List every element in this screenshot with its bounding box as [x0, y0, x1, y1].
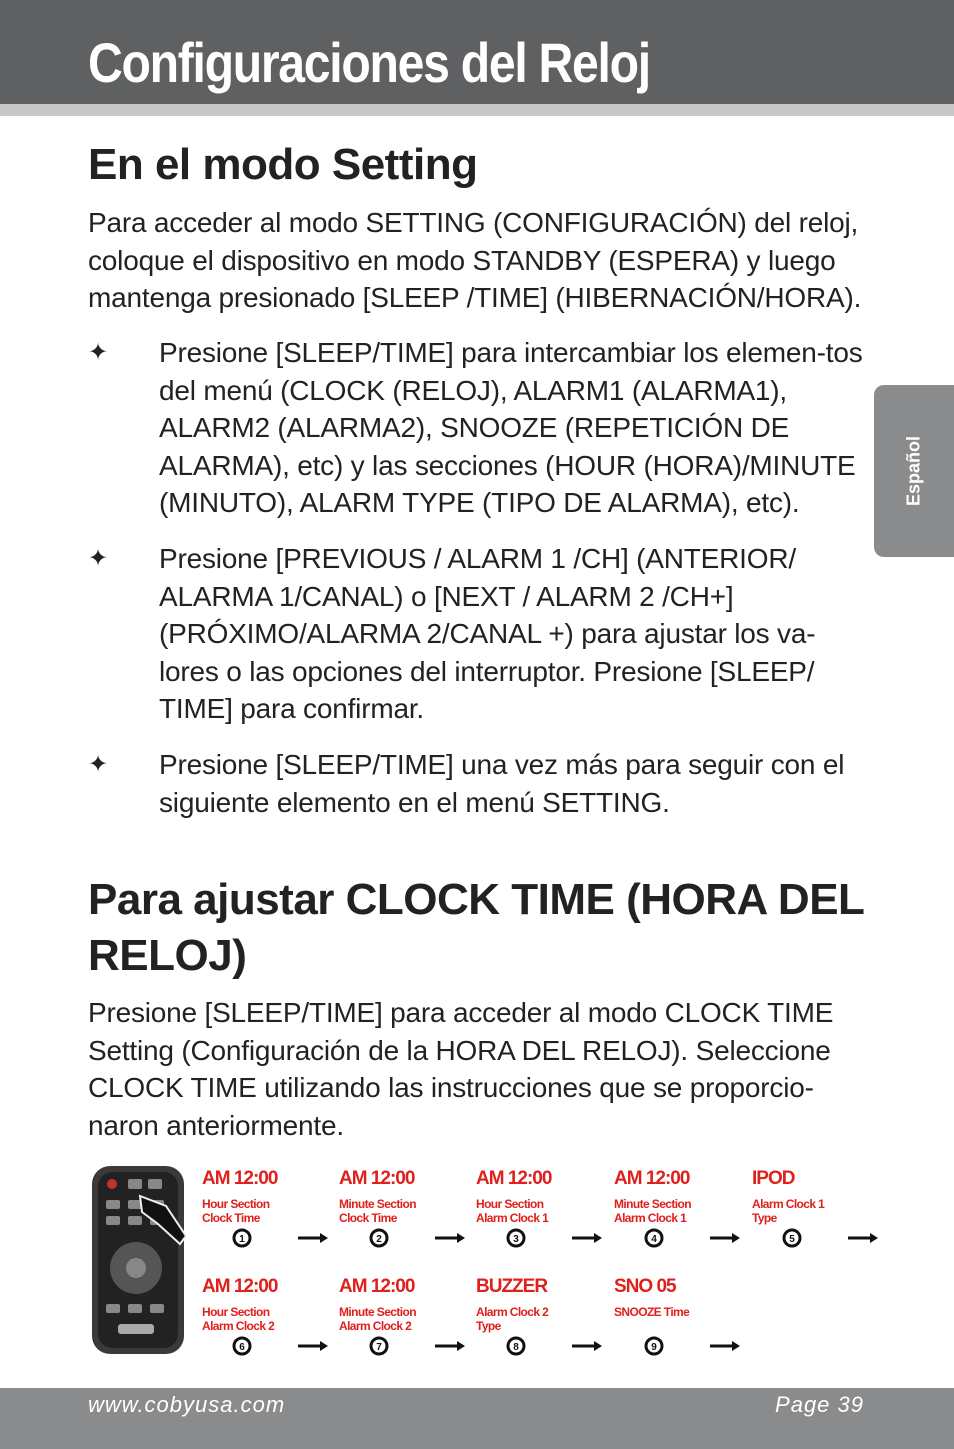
- bullet-item: [88, 334, 878, 522]
- step-number: 4: [651, 1234, 657, 1245]
- bullet-star-icon: ✦: [88, 751, 109, 778]
- language-tab: [874, 385, 954, 557]
- diagram-step: [614, 1168, 740, 1246]
- step-label: Hour Section: [202, 1305, 270, 1319]
- step-label: SNOOZE Time: [614, 1305, 690, 1319]
- arrow-right-icon: [435, 1341, 465, 1351]
- page-footer: [0, 1388, 954, 1449]
- footer-url: www.cobyusa.com: [88, 1392, 286, 1417]
- arrow-right-icon: [572, 1233, 602, 1243]
- step-label: Hour Section: [476, 1197, 544, 1211]
- clock-setting-diagram: [88, 1160, 878, 1360]
- diagram-step: [202, 1276, 328, 1354]
- lcd-display-text: AM 12:00: [339, 1168, 415, 1189]
- arrow-right-icon: [435, 1233, 465, 1243]
- step-number: 9: [651, 1342, 657, 1353]
- diagram-step: [476, 1276, 602, 1354]
- diagram-svg: [88, 1160, 878, 1360]
- language-tab-label: Español: [903, 435, 924, 507]
- page-title: Configuraciones del Reloj: [88, 31, 650, 94]
- lcd-display-text: AM 12:00: [202, 1168, 278, 1189]
- bullet-item: [88, 746, 878, 821]
- step-number: 6: [239, 1342, 245, 1353]
- step-label: Alarm Clock 2: [339, 1319, 412, 1333]
- diagram-step: [614, 1276, 740, 1354]
- section-heading-setting: En el modo Setting: [88, 140, 478, 189]
- step-label: Clock Time: [202, 1211, 260, 1225]
- step-label: Hour Section: [202, 1197, 270, 1211]
- arrow-right-icon: [298, 1341, 328, 1351]
- step-number: 2: [376, 1234, 382, 1245]
- lcd-display-text: IPOD: [752, 1168, 795, 1189]
- lcd-display-text: AM 12:00: [614, 1168, 690, 1189]
- setting-intro: Para acceder al modo SETTING (CONFIGURACIÓN) del reloj, coloque el dispositivo en modo STANDBY (ESPERA) y luego mantenga presionado [SLEEP /TIME] (HIBERNACIÓN/HORA).: [88, 207, 862, 314]
- arrow-right-icon: [298, 1233, 328, 1243]
- bullet-item: [88, 540, 878, 728]
- lcd-display-text: AM 12:00: [339, 1276, 415, 1297]
- step-label: Alarm Clock 1: [476, 1211, 549, 1225]
- step-number: 8: [513, 1342, 519, 1353]
- diagram-step: [476, 1168, 602, 1246]
- step-label: Type: [752, 1211, 777, 1225]
- step-number: 1: [239, 1234, 245, 1245]
- lcd-display-text: SNO 05: [614, 1276, 676, 1297]
- diagram-step: [752, 1168, 878, 1246]
- lcd-display-text: AM 12:00: [202, 1276, 278, 1297]
- remote-control-image: [92, 1166, 186, 1354]
- section-heading-clock-time: Para ajustar CLOCK TIME (HORA DEL RELOJ): [88, 875, 864, 980]
- diagram-row-2: [202, 1276, 740, 1354]
- bullet-star-icon: ✦: [88, 545, 109, 572]
- arrow-right-icon: [710, 1233, 740, 1243]
- bullet-text: Presione [PREVIOUS / ALARM 1 /CH] (ANTERIOR/ ALARMA 1/CANAL) o [NEXT / ALARM 2 /CH+] (PRÓXIMO/ALARMA 2/CANAL +) para ajustar los va-lores o las opciones del interruptor. Presione [SLEEP/ TIME] para confirmar.: [159, 543, 816, 725]
- header-divider: [0, 104, 954, 116]
- step-number: 5: [789, 1234, 795, 1245]
- bullet-text: Presione [SLEEP/TIME] para intercambiar los elemen-tos del menú (CLOCK (RELOJ), ALARM1 (ALARMA1), ALARM2 (ALARMA2), SNOOZE (REPETICIÓN DE ALARMA), etc) y las secciones (HOUR (HORA)/MINUTE (MINUTO), ALARM TYPE (TIPO DE ALARMA), etc).: [159, 337, 863, 519]
- step-number: 3: [513, 1234, 519, 1245]
- step-label: Clock Time: [339, 1211, 397, 1225]
- step-label: Alarm Clock 2: [476, 1305, 549, 1319]
- arrow-right-icon: [710, 1341, 740, 1351]
- arrow-right-icon: [848, 1233, 878, 1243]
- diagram-step: [202, 1168, 328, 1246]
- page-number: Page 39: [775, 1392, 864, 1417]
- diagram-step: [339, 1276, 465, 1354]
- bullet-text: Presione [SLEEP/TIME] una vez más para seguir con el siguiente elemento en el menú SETTING.: [159, 749, 845, 818]
- step-label: Minute Section: [339, 1197, 416, 1211]
- bullet-star-icon: ✦: [88, 339, 109, 366]
- step-label: Minute Section: [339, 1305, 416, 1319]
- arrow-right-icon: [572, 1341, 602, 1351]
- diagram-row-1: [202, 1168, 878, 1246]
- step-label: Alarm Clock 1: [614, 1211, 687, 1225]
- step-label: Type: [476, 1319, 501, 1333]
- step-label: Minute Section: [614, 1197, 691, 1211]
- step-label: Alarm Clock 2: [202, 1319, 275, 1333]
- step-label: Alarm Clock 1: [752, 1197, 825, 1211]
- clock-time-body: Presione [SLEEP/TIME] para acceder al modo CLOCK TIME Setting (Configuración de la HORA DEL RELOJ). Seleccione CLOCK TIME utilizando las instrucciones que se proporcio-naron anteriormente.: [88, 997, 834, 1141]
- step-number: 7: [376, 1342, 382, 1353]
- lcd-display-text: AM 12:00: [476, 1168, 552, 1189]
- diagram-step: [339, 1168, 465, 1246]
- lcd-display-text: BUZZER: [476, 1276, 548, 1297]
